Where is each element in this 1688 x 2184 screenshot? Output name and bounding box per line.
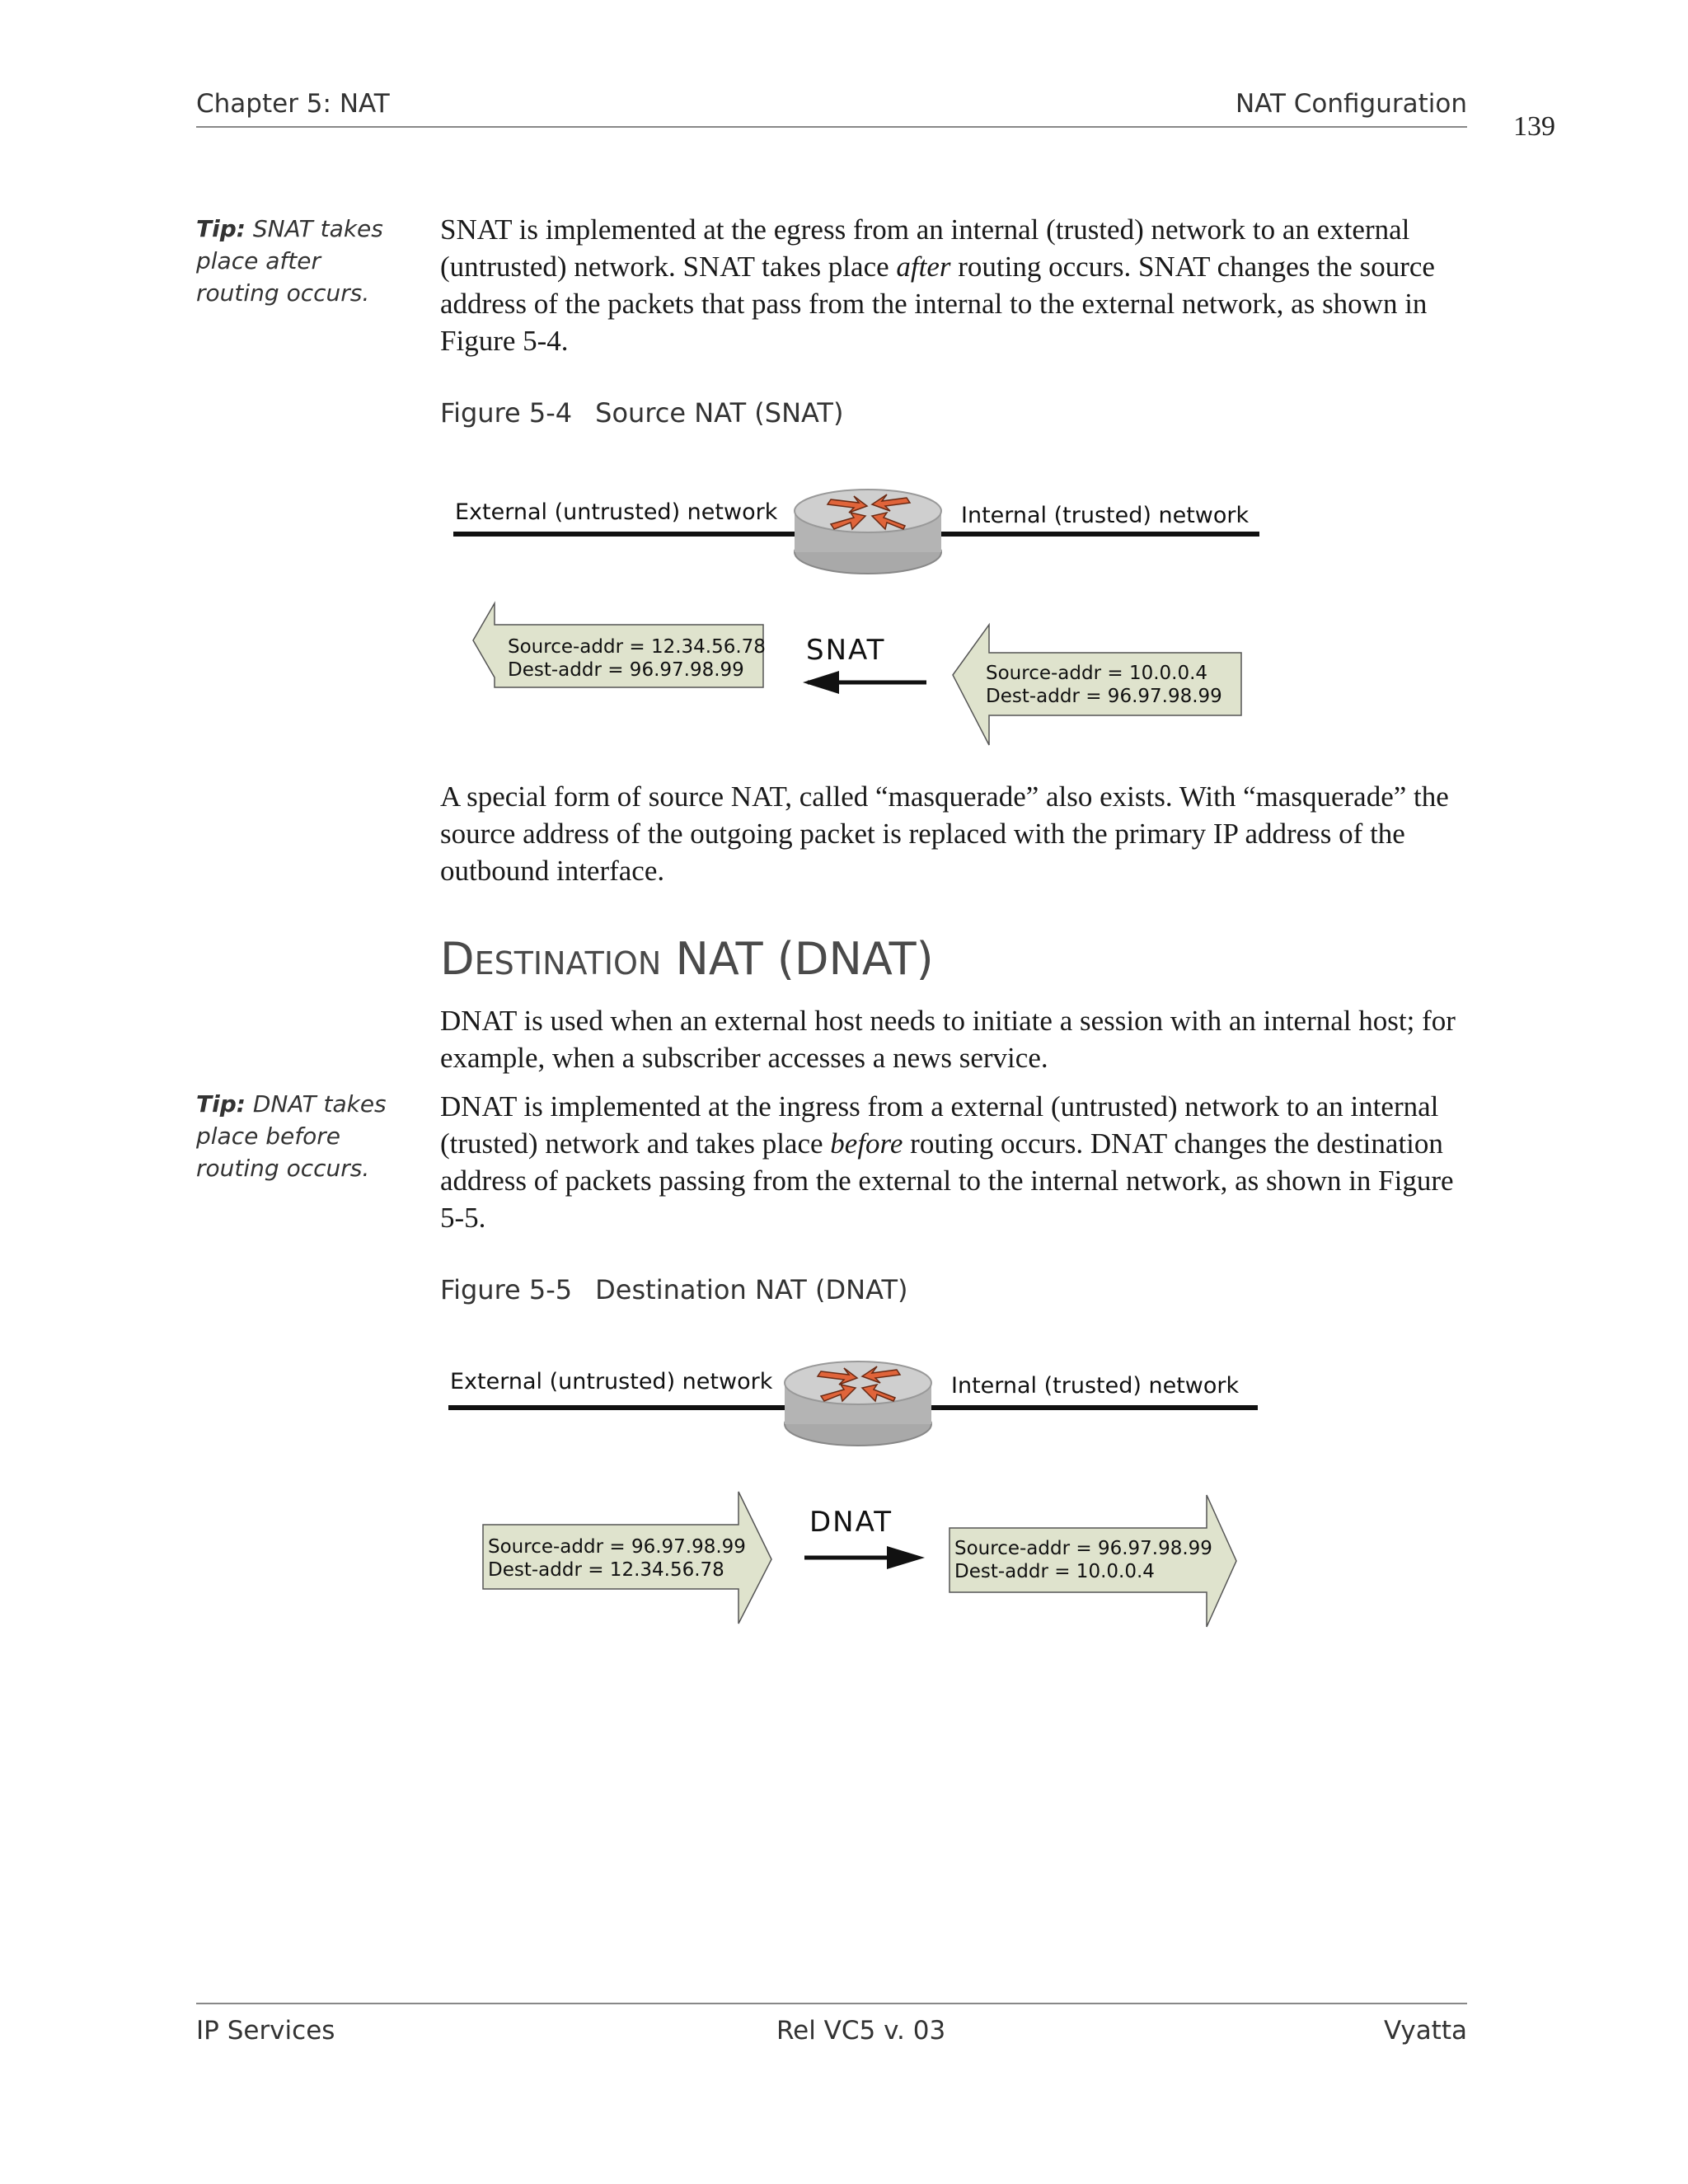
packet-left-line1: Source-addr = 96.97.98.99 xyxy=(488,1536,746,1558)
figure-caption-5-5 xyxy=(440,1274,908,1305)
running-header-chapter: Chapter 5: NAT xyxy=(196,89,390,119)
tip-dnat xyxy=(196,1088,402,1184)
text-run: DNAT is implemented at the ingress from a external (untrusted) network to an internal (trusted) network and takes place xyxy=(440,1090,1439,1160)
operation-label: SNAT xyxy=(806,634,886,667)
snat-diagram-svg xyxy=(437,478,1269,750)
paragraph-snat-intro xyxy=(440,211,1479,359)
tip-text: SNAT takes place after routing occurs. xyxy=(196,215,383,307)
paragraph-masquerade: A special form of source NAT, called “masquerade” also exists. With “masquerade” the source address of the outgoing packet is replaced with the primary IP address of the outbound interface. xyxy=(440,780,1449,887)
footer-rule xyxy=(196,2003,1467,2004)
packet-right-line2: Dest-addr = 96.97.98.99 xyxy=(986,686,1222,707)
packet-right-line2: Dest-addr = 10.0.0.4 xyxy=(954,1561,1155,1582)
figure-title: Destination NAT (DNAT) xyxy=(595,1274,908,1305)
router-icon xyxy=(785,1361,931,1446)
figure-caption-5-4 xyxy=(440,397,843,429)
internal-network-label: Internal (trusted) network xyxy=(961,503,1250,528)
text-run: routing occurs. SNAT changes the source address of the packets that pass from the internal to the external network, as shown in Figure 5-4. xyxy=(440,251,1435,357)
packet-right-line1: Source-addr = 96.97.98.99 xyxy=(954,1538,1212,1559)
packet-left-line2: Dest-addr = 96.97.98.99 xyxy=(508,659,744,681)
external-network-label: External (untrusted) network xyxy=(450,1369,773,1394)
internal-network-label: Internal (trusted) network xyxy=(951,1373,1240,1399)
footer-center: Rel VC5 v. 03 xyxy=(776,2016,946,2046)
section-title-smallcaps: Destination xyxy=(440,933,662,985)
flow-arrow-head xyxy=(803,671,839,694)
text-run: SNAT is implemented at the egress from an internal (trusted) network to an external (untrusted) network. SNAT takes place xyxy=(440,213,1410,283)
tip-text: DNAT takes place before routing occurs. xyxy=(196,1090,387,1182)
packet-right-line1: Source-addr = 10.0.0.4 xyxy=(986,663,1208,684)
packet-left-shape xyxy=(483,1492,771,1624)
emphasis: before xyxy=(830,1127,903,1160)
text-run: routing occurs. DNAT changes the destination address of packets passing from the external to the internal network, as shown in Figure 5-5. xyxy=(440,1127,1454,1234)
tip-label: Tip: xyxy=(196,215,246,242)
packet-left-line2: Dest-addr = 12.34.56.78 xyxy=(488,1559,724,1581)
section-title-rest: NAT (DNAT) xyxy=(661,933,934,985)
flow-arrow-head xyxy=(887,1546,925,1569)
header-rule xyxy=(196,126,1467,128)
tip-label: Tip: xyxy=(196,1090,246,1118)
dnat-diagram xyxy=(437,1352,1269,1624)
figure-number: Figure 5-5 xyxy=(440,1274,573,1305)
router-icon xyxy=(795,490,941,574)
figure-title: Source NAT (SNAT) xyxy=(595,397,844,429)
page-number: 139 xyxy=(1513,111,1555,142)
snat-diagram xyxy=(437,478,1269,750)
paragraph-dnat-impl xyxy=(440,1088,1479,1236)
packet-left-line1: Source-addr = 12.34.56.78 xyxy=(508,636,766,658)
footer-right: Vyatta xyxy=(1383,2016,1467,2046)
packet-right-shape xyxy=(953,625,1241,745)
figure-number: Figure 5-4 xyxy=(440,397,573,429)
footer-left: IP Services xyxy=(196,2016,335,2046)
running-header-section: NAT Configuration xyxy=(1235,89,1467,119)
paragraph-dnat-intro: DNAT is used when an external host needs to initiate a session with an internal host; for example, when a subscriber accesses a news service. xyxy=(440,1005,1456,1074)
section-title xyxy=(440,933,934,985)
tip-snat xyxy=(196,213,402,309)
emphasis: after xyxy=(896,251,951,283)
external-network-label: External (untrusted) network xyxy=(455,499,778,525)
operation-label: DNAT xyxy=(809,1506,893,1539)
dnat-diagram-svg xyxy=(437,1352,1269,1624)
